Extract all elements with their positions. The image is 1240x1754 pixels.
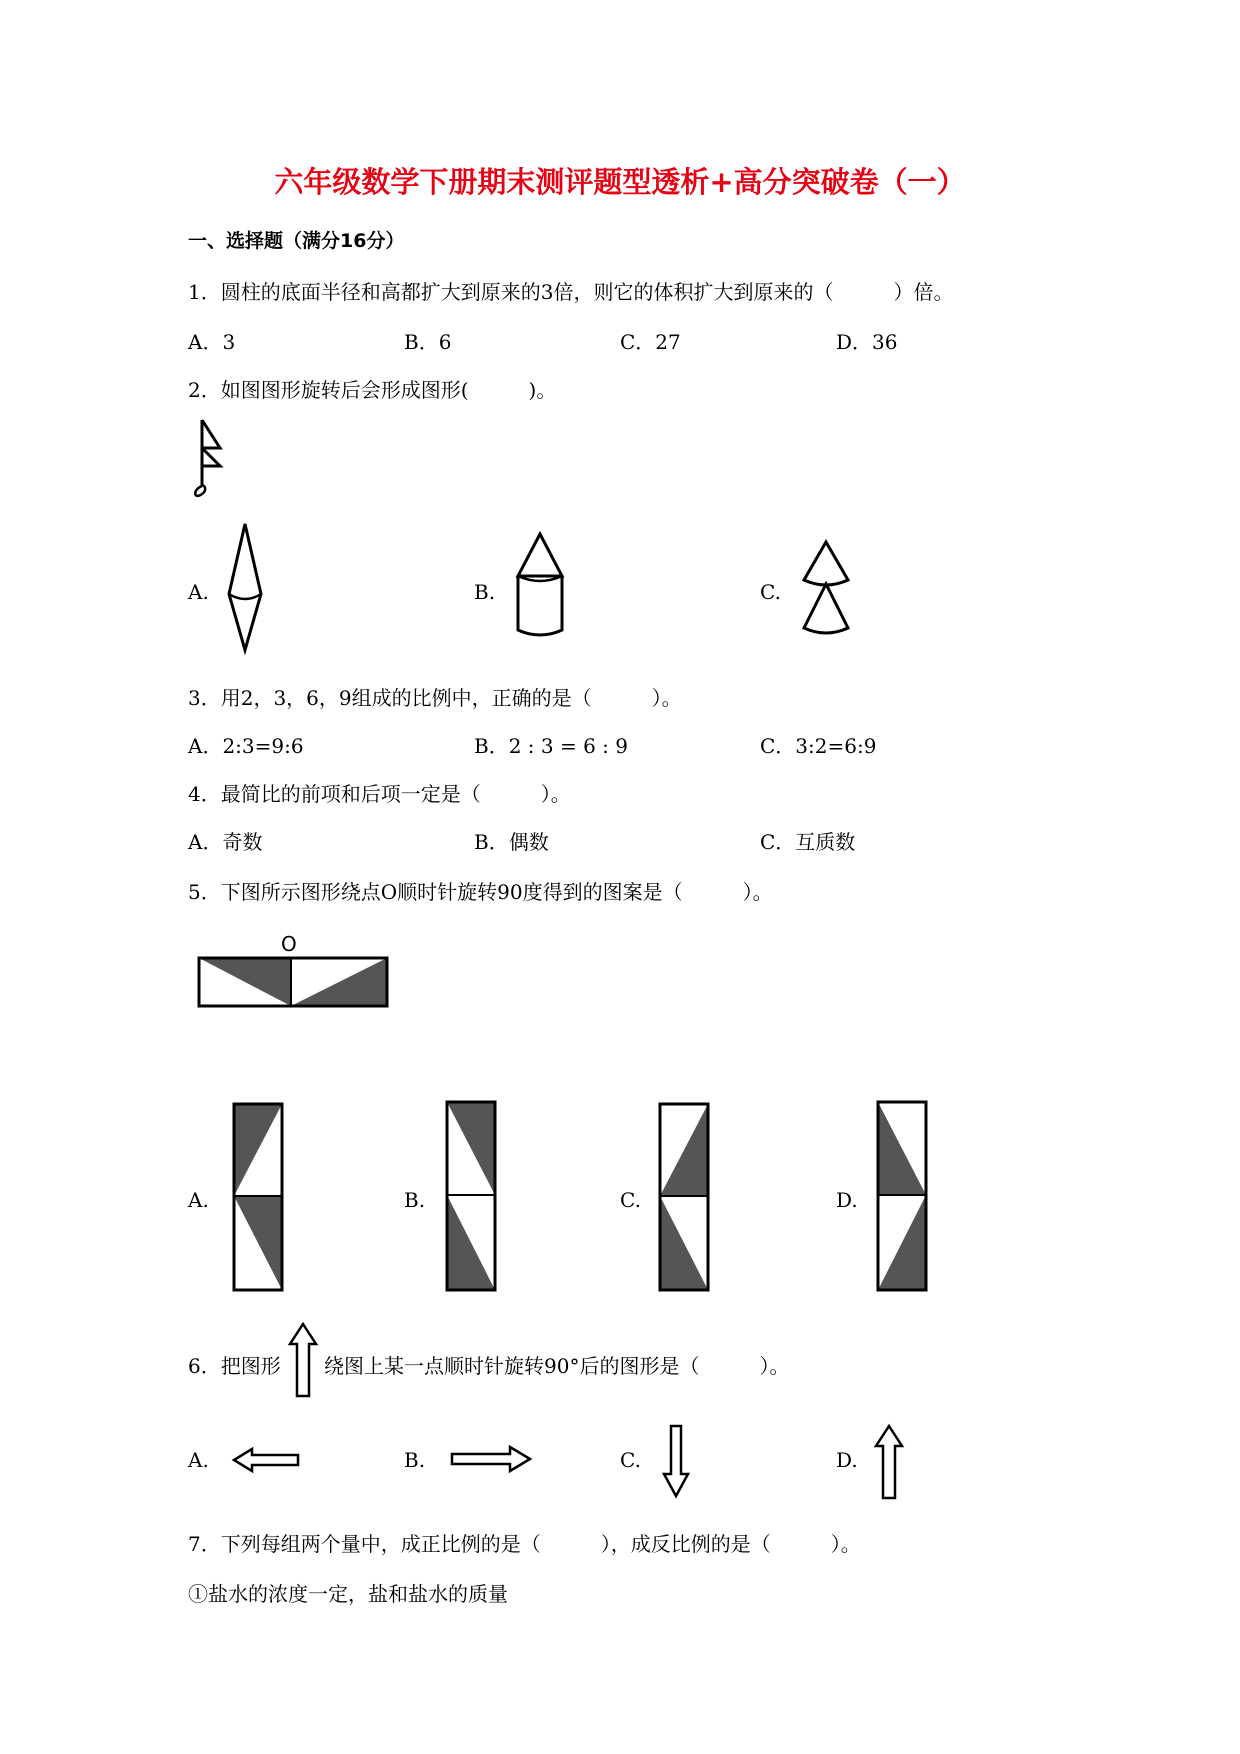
q2-option-c[interactable]: C.	[760, 580, 781, 604]
q6-option-b[interactable]: B.	[404, 1448, 426, 1472]
question-4: 4．最简比的前项和后项一定是（ ）。	[188, 782, 571, 806]
q6-option-c[interactable]: C.	[620, 1448, 641, 1472]
q1-option-a[interactable]: A．3	[188, 330, 236, 354]
q2-two-cones-figure	[798, 540, 854, 636]
q2-flag-figure	[190, 418, 230, 496]
q6-left-arrow-figure	[232, 1446, 300, 1474]
q7-item-1: ①盐水的浓度一定，盐和盐水的质量	[188, 1582, 508, 1606]
question-3: 3．用2，3，6，9组成的比例中，正确的是（ ）。	[188, 686, 682, 710]
q2-option-a[interactable]: A.	[188, 580, 209, 604]
q5-option-b-figure	[445, 1100, 497, 1292]
question-2: 2．如图图形旋转后会形成图形( )。	[188, 378, 557, 402]
q6-down-arrow-figure	[662, 1424, 690, 1498]
section-heading: 一、选择题（满分16分）	[188, 230, 405, 252]
q1-option-b[interactable]: B．6	[404, 330, 452, 354]
q4-option-c[interactable]: C．互质数	[760, 830, 856, 854]
question-1: 1．圆柱的底面半径和高都扩大到原来的3倍，则它的体积扩大到原来的（ ）倍。	[188, 280, 954, 304]
q3-option-a[interactable]: A．2:3=9:6	[188, 734, 304, 758]
q4-option-b[interactable]: B．偶数	[474, 830, 549, 854]
q5-original-figure	[197, 956, 389, 1008]
page-title: 六年级数学下册期末测评题型透析+高分突破卷（一）	[274, 165, 966, 199]
q6-right-arrow-figure	[450, 1444, 532, 1474]
q5-option-b[interactable]: B.	[404, 1188, 426, 1212]
q6-option-d[interactable]: D.	[836, 1448, 858, 1472]
q2-option-b[interactable]: B.	[474, 580, 496, 604]
question-6-text: 绕图上某一点顺时针旋转90°后的图形是（ ）。	[324, 1354, 790, 1378]
q1-option-d[interactable]: D．36	[836, 330, 898, 354]
q5-option-a[interactable]: A.	[188, 1188, 209, 1212]
question-7: 7．下列每组两个量中，成正比例的是（ ），成反比例的是（ ）。	[188, 1532, 861, 1556]
question-5: 5．下图所示图形绕点O顺时针旋转90度得到的图案是（ ）。	[188, 880, 773, 904]
q2-double-cone-figure	[225, 522, 265, 652]
q6-up-arrow-figure	[288, 1322, 318, 1398]
q5-option-a-figure	[232, 1102, 284, 1292]
q5-option-d-figure	[876, 1100, 928, 1292]
q6-up-arrow-option-figure	[874, 1424, 904, 1500]
q5-option-d[interactable]: D.	[836, 1188, 858, 1212]
q1-option-c[interactable]: C．27	[620, 330, 681, 354]
q4-option-a[interactable]: A．奇数	[188, 830, 263, 854]
q5-option-c-figure	[658, 1102, 710, 1292]
question-6-prefix: 6．把图形	[188, 1354, 281, 1378]
q2-cone-cylinder-figure	[512, 532, 568, 640]
q3-option-c[interactable]: C．3:2=6:9	[760, 734, 877, 758]
q3-option-b[interactable]: B．2 : 3 = 6 : 9	[474, 734, 628, 758]
point-o-label: O	[281, 932, 297, 956]
q5-option-c[interactable]: C.	[620, 1188, 641, 1212]
q6-option-a[interactable]: A.	[188, 1448, 209, 1472]
